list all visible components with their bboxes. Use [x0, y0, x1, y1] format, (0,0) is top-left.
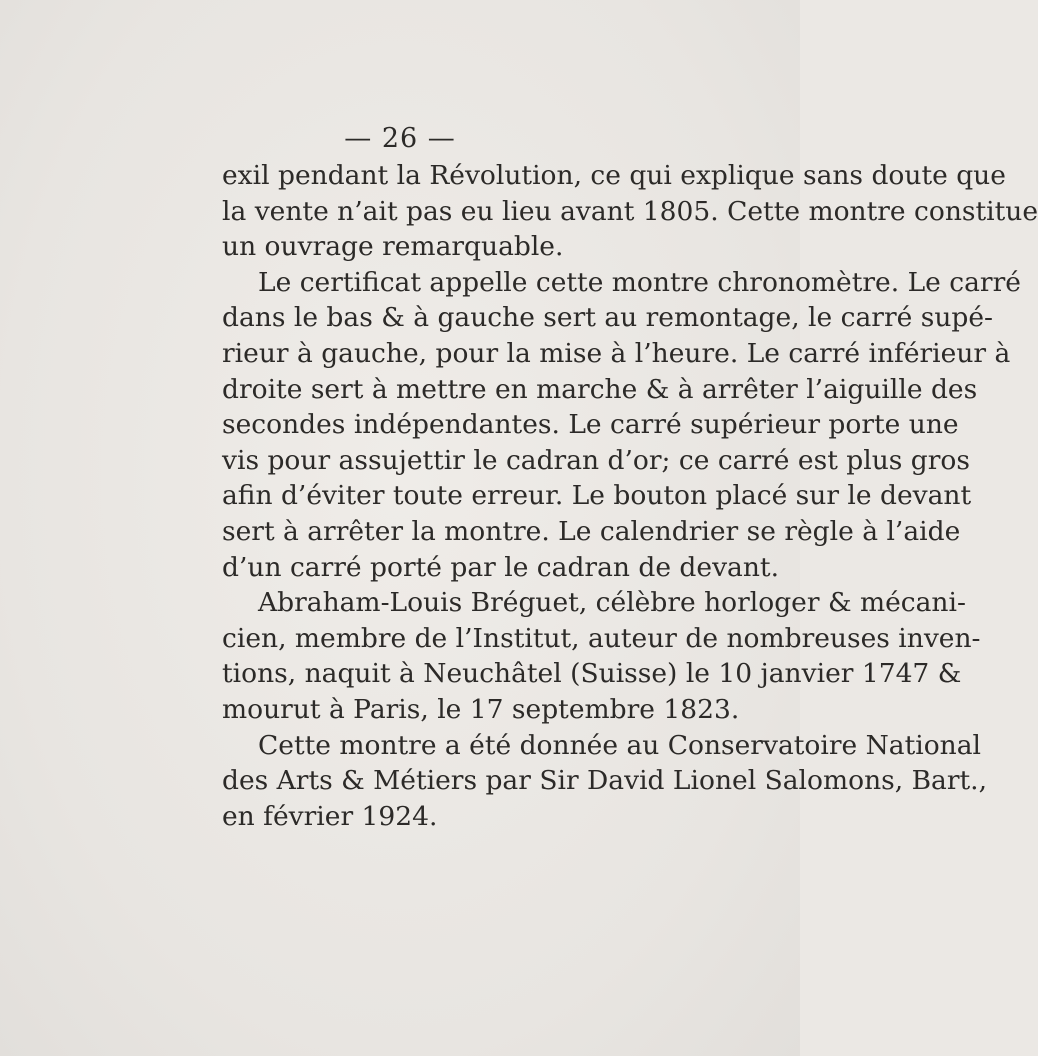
text-line: Cette montre a été donnée au Conservatoire National [258, 729, 982, 761]
paragraph [222, 265, 1021, 585]
text-line: des Arts & Métiers par Sir David Lionel Salomons, Bart., [222, 765, 988, 797]
page-number: — 26 — [344, 123, 456, 154]
text-line: dans le bas & à gauche sert au remontage, le carré supé- [222, 302, 993, 334]
text-line: afin d’éviter toute erreur. Le bouton placé sur le devant [222, 480, 972, 512]
text-line: en février 1924. [222, 800, 438, 832]
body-text [222, 158, 1038, 834]
text-line: cien, membre de l’Institut, auteur de nombreuses inven- [222, 622, 981, 654]
paragraph [222, 585, 981, 727]
text-line: Abraham-Louis Bréguet, célèbre horloger & mécani- [258, 587, 966, 619]
text-line: Le certificat appelle cette montre chronomètre. Le carré [258, 266, 1021, 298]
text-line: mourut à Paris, le 17 septembre 1823. [222, 693, 740, 725]
text-line: un ouvrage remarquable. [222, 231, 564, 263]
text-line: secondes indépendantes. Le carré supérieur porte une [222, 409, 959, 441]
paragraph [222, 158, 1038, 265]
text-line: la vente n’ait pas eu lieu avant 1805. Cette montre constitue [222, 195, 1038, 227]
paragraph [222, 728, 988, 835]
text-line: rieur à gauche, pour la mise à l’heure. Le carré inférieur à [222, 337, 1011, 369]
text-line: tions, naquit à Neuchâtel (Suisse) le 10 janvier 1747 & [222, 658, 962, 690]
text-line: sert à arrêter la montre. Le calendrier se règle à l’aide [222, 515, 961, 547]
text-line: droite sert à mettre en marche & à arrêter l’aiguille des [222, 373, 978, 405]
text-line: exil pendant la Révolution, ce qui explique sans doute que [222, 160, 1006, 191]
text-line: vis pour assujettir le cadran d’or; ce carré est plus gros [222, 444, 970, 476]
text-line: d’un carré porté par le cadran de devant. [222, 551, 779, 583]
